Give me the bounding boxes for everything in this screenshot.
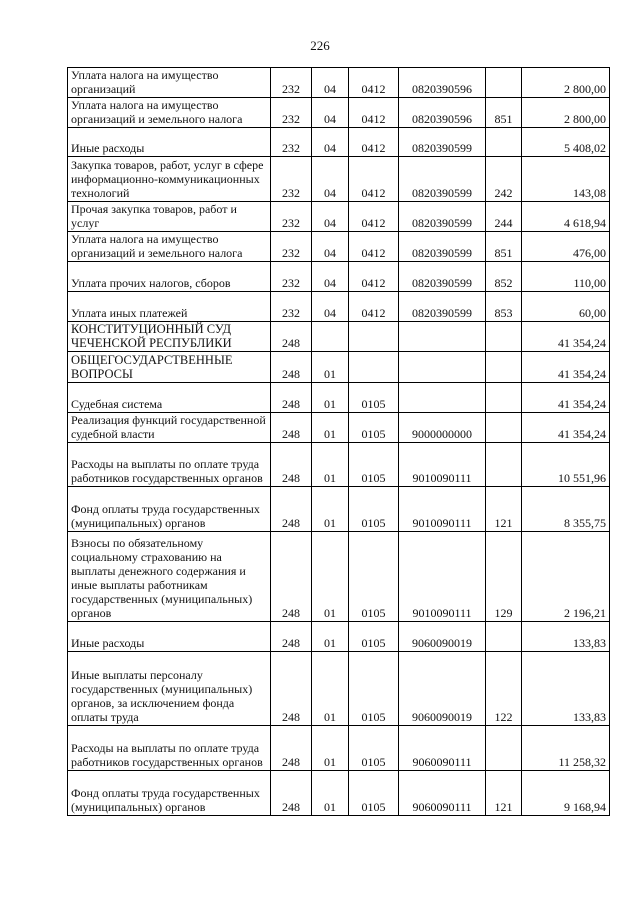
table-row xyxy=(68,413,610,443)
row-rz: 04 xyxy=(312,157,349,202)
row-rz: 01 xyxy=(312,352,349,383)
row-sum: 41 354,24 xyxy=(522,352,610,383)
row-ved: 248 xyxy=(271,352,312,383)
row-ved: 232 xyxy=(271,202,312,232)
row-sum: 41 354,24 xyxy=(522,383,610,413)
row-csr: 9060090111 xyxy=(399,726,486,771)
page-number: 226 xyxy=(310,38,330,53)
row-sum: 2 196,21 xyxy=(522,532,610,622)
row-rz: 04 xyxy=(312,202,349,232)
row-sum: 2 800,00 xyxy=(522,98,610,128)
row-rz: 01 xyxy=(312,771,349,816)
row-vr: 851 xyxy=(486,232,522,262)
row-name: КОНСТИТУЦИОННЫЙ СУД ЧЕЧЕНСКОЙ РЕСПУБЛИКИ xyxy=(68,322,271,352)
row-name: Расходы на выплаты по оплате труда работников государственных органов xyxy=(68,443,271,487)
row-csr: 0820390599 xyxy=(399,128,486,157)
row-csr: 0820390596 xyxy=(399,68,486,98)
row-csr xyxy=(399,322,486,352)
row-ved: 248 xyxy=(271,652,312,726)
row-csr: 0820390599 xyxy=(399,232,486,262)
row-vr xyxy=(486,128,522,157)
row-ved: 248 xyxy=(271,487,312,532)
row-csr: 9000000000 xyxy=(399,413,486,443)
row-rz: 01 xyxy=(312,726,349,771)
table-row xyxy=(68,232,610,262)
row-ved: 232 xyxy=(271,68,312,98)
row-pr: 0412 xyxy=(349,128,399,157)
row-pr: 0105 xyxy=(349,726,399,771)
table-row xyxy=(68,622,610,652)
row-ved: 248 xyxy=(271,726,312,771)
budget-table xyxy=(67,67,610,816)
row-name: Уплата налога на имущество организаций xyxy=(68,68,271,98)
row-sum: 8 355,75 xyxy=(522,487,610,532)
row-name: Уплата налога на имущество организаций и земельного налога xyxy=(68,98,271,128)
row-csr xyxy=(399,352,486,383)
row-rz xyxy=(312,322,349,352)
row-sum: 41 354,24 xyxy=(522,322,610,352)
row-csr: 9010090111 xyxy=(399,443,486,487)
row-rz: 01 xyxy=(312,622,349,652)
row-ved: 232 xyxy=(271,292,312,322)
row-name: Уплата налога на имущество организаций и земельного налога xyxy=(68,232,271,262)
row-sum: 4 618,94 xyxy=(522,202,610,232)
row-rz: 04 xyxy=(312,68,349,98)
row-name: Реализация функций государственной судебной власти xyxy=(68,413,271,443)
row-csr: 0820390596 xyxy=(399,98,486,128)
table-row xyxy=(68,98,610,128)
row-pr: 0105 xyxy=(349,413,399,443)
row-sum: 133,83 xyxy=(522,652,610,726)
row-pr: 0105 xyxy=(349,532,399,622)
row-pr: 0105 xyxy=(349,443,399,487)
row-csr: 9060090019 xyxy=(399,622,486,652)
row-csr: 0820390599 xyxy=(399,262,486,292)
row-name: Иные расходы xyxy=(68,622,271,652)
row-pr: 0105 xyxy=(349,771,399,816)
row-ved: 248 xyxy=(271,532,312,622)
row-vr xyxy=(486,352,522,383)
table-row xyxy=(68,157,610,202)
row-rz: 01 xyxy=(312,413,349,443)
table-row xyxy=(68,487,610,532)
row-name: Иные расходы xyxy=(68,128,271,157)
row-vr xyxy=(486,622,522,652)
row-sum: 9 168,94 xyxy=(522,771,610,816)
row-sum: 143,08 xyxy=(522,157,610,202)
row-rz: 04 xyxy=(312,98,349,128)
row-rz: 04 xyxy=(312,232,349,262)
row-rz: 01 xyxy=(312,443,349,487)
row-sum: 110,00 xyxy=(522,262,610,292)
row-csr: 0820390599 xyxy=(399,157,486,202)
row-vr xyxy=(486,726,522,771)
row-sum: 476,00 xyxy=(522,232,610,262)
row-rz: 01 xyxy=(312,383,349,413)
row-pr: 0412 xyxy=(349,68,399,98)
row-ved: 232 xyxy=(271,232,312,262)
row-name: Уплата иных платежей xyxy=(68,292,271,322)
table-row xyxy=(68,383,610,413)
row-pr: 0105 xyxy=(349,652,399,726)
row-rz: 04 xyxy=(312,292,349,322)
row-rz: 01 xyxy=(312,487,349,532)
row-name: Фонд оплаты труда государственных (муниципальных) органов xyxy=(68,771,271,816)
row-pr: 0105 xyxy=(349,487,399,532)
row-pr: 0412 xyxy=(349,292,399,322)
row-pr xyxy=(349,322,399,352)
row-csr: 0820390599 xyxy=(399,292,486,322)
row-pr: 0412 xyxy=(349,202,399,232)
row-vr: 851 xyxy=(486,98,522,128)
table-row xyxy=(68,128,610,157)
row-rz: 01 xyxy=(312,652,349,726)
table-row xyxy=(68,532,610,622)
row-sum: 60,00 xyxy=(522,292,610,322)
row-vr xyxy=(486,68,522,98)
row-csr: 9060090019 xyxy=(399,652,486,726)
row-csr xyxy=(399,383,486,413)
row-pr: 0412 xyxy=(349,262,399,292)
row-sum: 11 258,32 xyxy=(522,726,610,771)
row-vr: 121 xyxy=(486,487,522,532)
row-ved: 248 xyxy=(271,322,312,352)
row-vr: 122 xyxy=(486,652,522,726)
table-row xyxy=(68,771,610,816)
row-rz: 01 xyxy=(312,532,349,622)
row-vr: 852 xyxy=(486,262,522,292)
row-ved: 248 xyxy=(271,383,312,413)
row-ved: 248 xyxy=(271,443,312,487)
row-sum: 5 408,02 xyxy=(522,128,610,157)
row-name: Закупка товаров, работ, услуг в сфере информационно-коммуникационных технологий xyxy=(68,157,271,202)
row-ved: 248 xyxy=(271,771,312,816)
row-vr xyxy=(486,322,522,352)
table-row xyxy=(68,262,610,292)
row-pr: 0412 xyxy=(349,232,399,262)
row-vr: 242 xyxy=(486,157,522,202)
row-name: Прочая закупка товаров, работ и услуг xyxy=(68,202,271,232)
row-vr: 121 xyxy=(486,771,522,816)
table-row xyxy=(68,726,610,771)
row-ved: 248 xyxy=(271,413,312,443)
row-ved: 232 xyxy=(271,128,312,157)
row-name: Взносы по обязательному социальному страхованию на выплаты денежного содержания и иные выплаты работникам государственных (муниципальных) органов xyxy=(68,532,271,622)
row-name: Расходы на выплаты по оплате труда работников государственных органов xyxy=(68,726,271,771)
row-vr xyxy=(486,443,522,487)
row-sum: 41 354,24 xyxy=(522,413,610,443)
row-sum: 10 551,96 xyxy=(522,443,610,487)
row-vr: 853 xyxy=(486,292,522,322)
row-vr: 129 xyxy=(486,532,522,622)
row-sum: 133,83 xyxy=(522,622,610,652)
row-ved: 248 xyxy=(271,622,312,652)
table-row xyxy=(68,292,610,322)
row-vr: 244 xyxy=(486,202,522,232)
row-csr: 9010090111 xyxy=(399,487,486,532)
table-row xyxy=(68,202,610,232)
row-name: ОБЩЕГОСУДАРСТВЕННЫЕ ВОПРОСЫ xyxy=(68,352,271,383)
row-name: Фонд оплаты труда государственных (муниципальных) органов xyxy=(68,487,271,532)
row-pr: 0105 xyxy=(349,622,399,652)
row-csr: 0820390599 xyxy=(399,202,486,232)
table-row xyxy=(68,652,610,726)
table-row xyxy=(68,322,610,352)
row-csr: 9060090111 xyxy=(399,771,486,816)
row-ved: 232 xyxy=(271,157,312,202)
row-vr xyxy=(486,413,522,443)
table-row xyxy=(68,68,610,98)
row-rz: 04 xyxy=(312,128,349,157)
row-pr xyxy=(349,352,399,383)
table-row xyxy=(68,443,610,487)
row-name: Судебная система xyxy=(68,383,271,413)
row-pr: 0412 xyxy=(349,157,399,202)
row-vr xyxy=(486,383,522,413)
table-row xyxy=(68,352,610,383)
row-ved: 232 xyxy=(271,98,312,128)
row-sum: 2 800,00 xyxy=(522,68,610,98)
row-pr: 0412 xyxy=(349,98,399,128)
row-ved: 232 xyxy=(271,262,312,292)
row-name: Иные выплаты персоналу государственных (муниципальных) органов, за исключением фонда оплаты труда xyxy=(68,652,271,726)
row-rz: 04 xyxy=(312,262,349,292)
row-csr: 9010090111 xyxy=(399,532,486,622)
row-pr: 0105 xyxy=(349,383,399,413)
row-name: Уплата прочих налогов, сборов xyxy=(68,262,271,292)
